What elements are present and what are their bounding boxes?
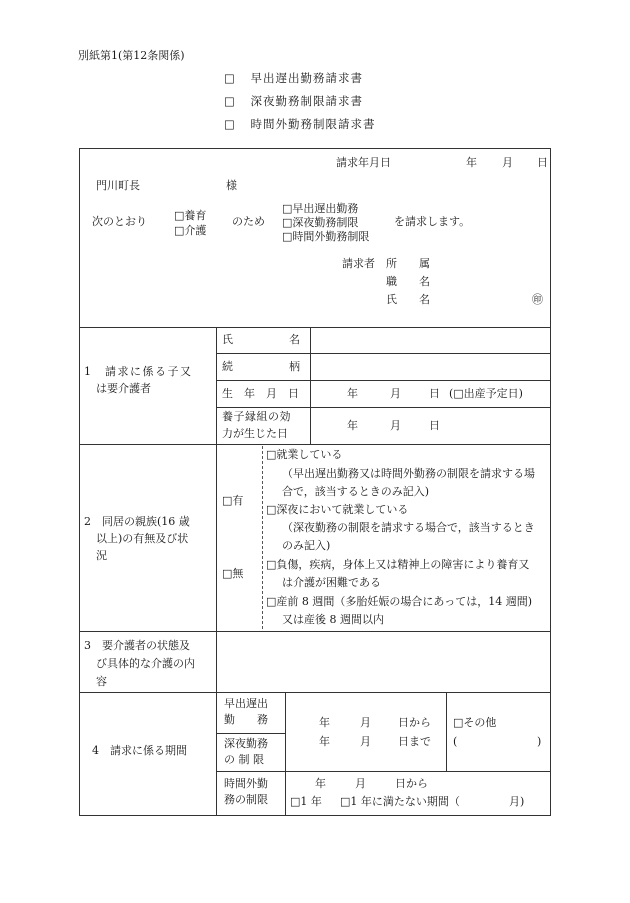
- date-day: 日: [537, 156, 548, 169]
- condition-maternity-checkbox[interactable]: □産前 8 週間（多胎妊娠の場合にあっては，14 週間): [266, 595, 533, 608]
- relation-label-char2: 柄: [289, 360, 300, 373]
- rule: [79, 148, 551, 149]
- night-limit-label-line1: 深夜勤務: [224, 737, 268, 750]
- birth-year: 年: [347, 387, 358, 400]
- section2-label-line2: 以上)の有無及び状: [96, 532, 189, 545]
- birth-label: 生 年 月 日: [222, 387, 299, 400]
- honorific: 様: [226, 179, 237, 192]
- condition-note: （深夜勤務の制限を請求する場合で，該当するとき: [282, 521, 535, 534]
- condition-night-checkbox[interactable]: □深夜において就業している: [266, 503, 409, 516]
- condition-note: 合で，該当するときのみ記入): [282, 485, 430, 498]
- request-type-overtime[interactable]: □時間外勤務制限: [282, 230, 370, 243]
- as-follows: 次のとおり: [92, 215, 147, 228]
- condition-note: のみ記入): [282, 539, 331, 552]
- addressee: 門川町長: [96, 179, 140, 192]
- overtime-month-unit: 月): [509, 795, 525, 808]
- period-from-month: 月: [360, 716, 371, 729]
- overtime-one-year-checkbox[interactable]: □1 年: [290, 795, 322, 808]
- title-early-late: [224, 72, 363, 85]
- adopt-day: 日: [429, 419, 440, 432]
- overtime-label-line2: 務の制限: [224, 793, 268, 806]
- birth-month: 月: [390, 387, 401, 400]
- rule: [216, 327, 217, 444]
- checkbox[interactable]: □: [224, 94, 236, 108]
- rule: [216, 353, 550, 354]
- condition-employed-checkbox[interactable]: □就業している: [266, 448, 343, 461]
- child-name-label-char1: 氏: [222, 333, 233, 346]
- form-reference: 別紙第1(第12条関係): [78, 49, 185, 62]
- rule: [216, 733, 285, 734]
- request-type-night[interactable]: □深夜勤務制限: [282, 216, 359, 229]
- rule: [79, 327, 551, 328]
- dashed-rule: [262, 446, 263, 629]
- condition-note: （早出遅出勤務又は時間外勤務の制限を請求する場: [282, 467, 535, 480]
- section1-label-line1: 1 請求に係る子又: [84, 365, 193, 378]
- name-char1: 氏: [386, 293, 397, 306]
- checkbox[interactable]: □: [224, 117, 236, 131]
- period-to-day: 日まで: [398, 735, 431, 748]
- rule: [216, 444, 217, 631]
- period-to-month: 月: [360, 735, 371, 748]
- condition-note: は介護が困難である: [282, 576, 381, 589]
- adopt-month: 月: [390, 419, 401, 432]
- section2-label-line1: 2 同居の親族(16 歳: [84, 515, 190, 528]
- seal-icon: ㊞: [532, 293, 543, 306]
- cohabitant-no-checkbox[interactable]: □無: [222, 567, 244, 580]
- name-char2: 名: [419, 293, 430, 306]
- title-label: 早出遅出勤務請求書: [250, 71, 364, 85]
- request-suffix: を請求します。: [394, 215, 471, 228]
- adoption-label-line1: 養子縁組の効: [222, 410, 291, 423]
- overtime-from-day: 日から: [395, 777, 428, 790]
- rule: [79, 815, 551, 816]
- title-night: [224, 95, 363, 108]
- rule: [216, 692, 217, 815]
- other-paren-open: (: [453, 735, 458, 748]
- rule: [79, 631, 551, 632]
- birth-due-date-checkbox[interactable]: (□出産予定日): [449, 387, 523, 400]
- rule: [310, 327, 311, 444]
- rule: [446, 692, 447, 771]
- rule: [216, 380, 550, 381]
- rule: [216, 407, 550, 408]
- period-from-year: 年: [319, 716, 330, 729]
- section4-label: 4 請求に係る期間: [92, 744, 187, 757]
- request-date-label: 請求年月日: [336, 156, 391, 169]
- title-label: 時間外勤務制限請求書: [250, 117, 376, 131]
- period-from-day: 日から: [398, 716, 431, 729]
- checkbox[interactable]: □: [224, 71, 236, 85]
- for-purpose: のため: [232, 215, 265, 228]
- cohabitant-yes-checkbox[interactable]: □有: [222, 494, 244, 507]
- rule: [79, 444, 551, 445]
- overtime-from-month: 月: [355, 777, 366, 790]
- birth-day: 日: [429, 387, 440, 400]
- affiliation-char2: 属: [419, 257, 430, 270]
- care-option-nursing[interactable]: □介護: [174, 224, 207, 237]
- relation-label-char1: 続: [222, 360, 233, 373]
- child-name-label-char2: 名: [289, 333, 300, 346]
- section3-label-line2: び具体的な介護の内: [96, 657, 195, 670]
- other-paren-close: ): [537, 735, 542, 748]
- early-late-label-line1: 早出遅出: [224, 697, 268, 710]
- rule: [216, 771, 550, 772]
- rule: [79, 148, 80, 815]
- rule: [216, 631, 217, 692]
- date-year: 年: [466, 156, 477, 169]
- care-option-raising[interactable]: □養育: [174, 209, 207, 222]
- overtime-from-year: 年: [315, 777, 326, 790]
- condition-difficulty-checkbox[interactable]: □負傷，疾病，身体上又は精神上の障害により養育又: [266, 558, 530, 571]
- rule: [79, 692, 551, 693]
- overtime-label-line1: 時間外勤: [224, 777, 268, 790]
- request-type-early-late[interactable]: □早出遅出勤務: [282, 202, 359, 215]
- section2-label-line3: 況: [96, 549, 107, 562]
- date-month: 月: [502, 156, 513, 169]
- affiliation-char1: 所: [386, 257, 397, 270]
- section3-label-line1: 3 要介護者の状態及: [84, 639, 190, 652]
- other-checkbox[interactable]: □その他: [453, 716, 497, 729]
- requester-label: 請求者: [342, 257, 375, 270]
- adopt-year: 年: [347, 419, 358, 432]
- period-to-year: 年: [319, 735, 330, 748]
- night-limit-label-line2: の 制 限: [224, 753, 264, 766]
- title-overtime: [224, 118, 376, 131]
- overtime-less-checkbox[interactable]: □1 年に満たない期間（: [340, 795, 460, 808]
- position-char1: 職: [386, 275, 397, 288]
- section3-label-line3: 容: [96, 675, 107, 688]
- position-char2: 名: [419, 275, 430, 288]
- rule: [550, 148, 551, 815]
- early-late-label-line2: 勤 務: [224, 713, 268, 726]
- section1-label-line2: は要介護者: [96, 382, 151, 395]
- title-label: 深夜勤務制限請求書: [250, 94, 364, 108]
- rule: [285, 692, 286, 815]
- adoption-label-line2: 力が生じた日: [222, 427, 288, 440]
- condition-note: 又は産後 8 週間以内: [282, 613, 384, 626]
